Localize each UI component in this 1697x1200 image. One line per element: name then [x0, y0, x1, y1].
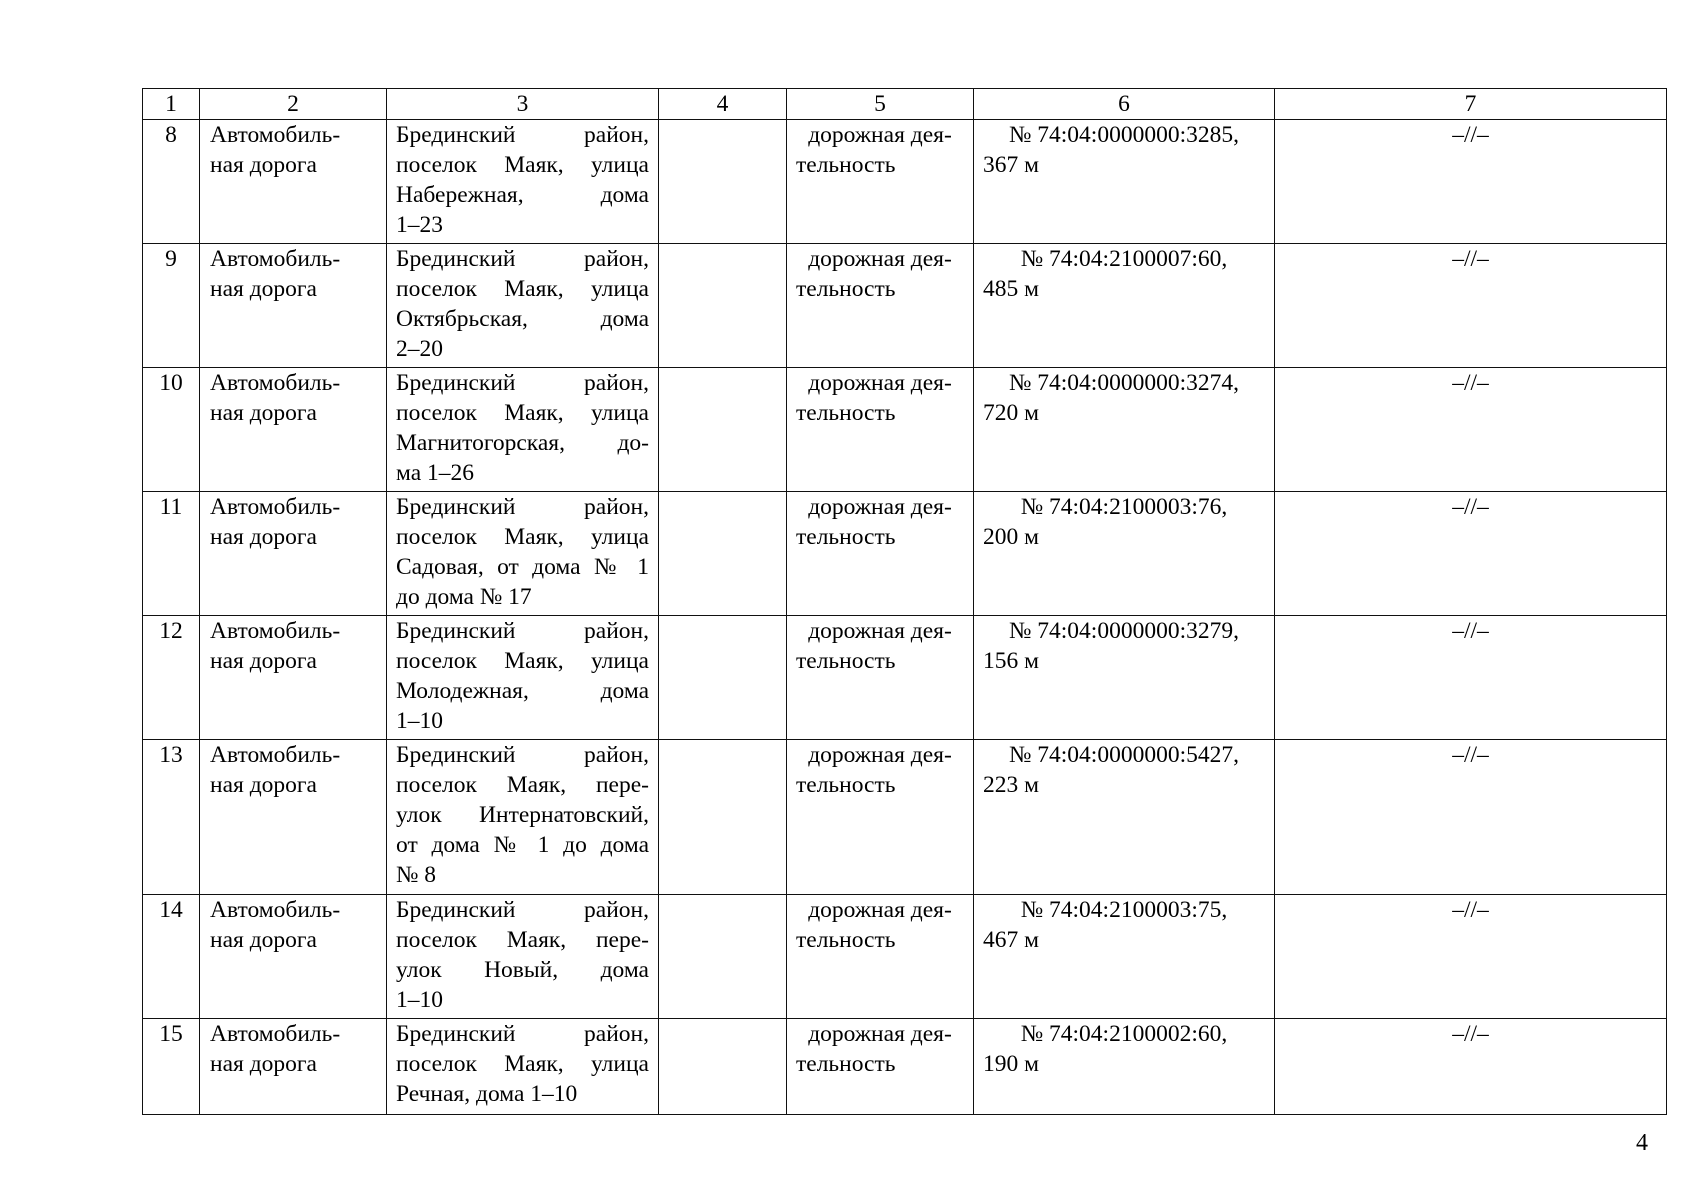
row-number-cell: 15 [143, 1019, 200, 1115]
object-name-cell-line: ная дорога [210, 276, 317, 302]
column-header-2: 2 [200, 89, 387, 120]
table-row [143, 244, 1667, 368]
object-name-cell-line: ная дорога [210, 524, 317, 550]
cadastral-number-cell-line: № 74:04:0000000:3285, [1008, 122, 1239, 148]
cadastral-number-cell-line: № 74:04:2100002:60, [1020, 1021, 1228, 1047]
address-cell-line: поселок Маяк, улица [396, 400, 649, 426]
address-cell-line: поселок Маяк, улица [396, 276, 649, 302]
cadastral-number-cell [974, 492, 1275, 616]
address-cell-line: поселок Маяк, улица [396, 152, 649, 178]
column-4-cell [659, 368, 787, 492]
table-row [143, 895, 1667, 1019]
activity-cell [787, 1019, 974, 1115]
activity-cell-line: тельность [796, 772, 896, 798]
table-row [143, 368, 1667, 492]
activity-cell-line: тельность [796, 152, 896, 178]
address-cell-line: улок Интернатовский, [396, 802, 649, 828]
address-cell-line: от дома № 1 до дома [396, 832, 649, 858]
address-cell-line: Брединский район, [396, 897, 649, 923]
cadastral-number-cell-line: 156 м [983, 648, 1039, 674]
row-number-cell: 10 [143, 368, 200, 492]
activity-cell [787, 895, 974, 1019]
cadastral-number-cell-line: 485 м [983, 276, 1039, 302]
cadastral-number-cell [974, 120, 1275, 244]
note-cell: –//– [1275, 740, 1667, 895]
address-cell-line: Брединский район, [396, 742, 649, 768]
column-header-4: 4 [659, 89, 787, 120]
table-row [143, 1019, 1667, 1115]
cadastral-number-cell-line: 367 м [983, 152, 1039, 178]
activity-cell [787, 616, 974, 740]
activity-cell-line: тельность [796, 927, 896, 953]
activity-cell [787, 740, 974, 895]
address-cell-line: поселок Маяк, улица [396, 1051, 649, 1077]
object-name-cell [200, 616, 387, 740]
cadastral-number-cell-line: № 74:04:2100003:76, [1020, 494, 1228, 520]
cadastral-number-cell-line: 223 м [983, 772, 1039, 798]
activity-cell-line: дорожная дея- [808, 742, 952, 768]
column-4-cell [659, 244, 787, 368]
activity-cell-line: тельность [796, 276, 896, 302]
object-name-cell [200, 368, 387, 492]
address-cell [387, 1019, 659, 1115]
object-name-cell [200, 492, 387, 616]
address-cell-line: Брединский район, [396, 122, 649, 148]
address-cell [387, 120, 659, 244]
table-row [143, 616, 1667, 740]
address-cell [387, 740, 659, 895]
row-number-cell: 8 [143, 120, 200, 244]
object-name-cell [200, 895, 387, 1019]
column-4-cell [659, 120, 787, 244]
object-name-cell-line: ная дорога [210, 1051, 317, 1077]
address-cell-line: 2–20 [396, 336, 443, 362]
table-row [143, 492, 1667, 616]
object-name-cell-line: Автомобиль- [210, 1021, 341, 1047]
address-cell [387, 368, 659, 492]
note-cell: –//– [1275, 120, 1667, 244]
cadastral-number-cell-line: № 74:04:2100007:60, [1020, 246, 1228, 272]
address-cell-line: № 8 [396, 862, 437, 888]
address-cell-line: Брединский район, [396, 1021, 649, 1047]
activity-cell-line: дорожная дея- [808, 897, 952, 923]
note-cell: –//– [1275, 616, 1667, 740]
activity-cell [787, 244, 974, 368]
column-header-1: 1 [143, 89, 200, 120]
address-cell-line: поселок Маяк, улица [396, 648, 649, 674]
table-row [143, 740, 1667, 895]
address-cell [387, 616, 659, 740]
address-cell-line: Октябрьская, дома [396, 306, 649, 332]
address-cell-line: Садовая, от дома № 1 [396, 554, 649, 580]
row-number-cell: 12 [143, 616, 200, 740]
column-4-cell [659, 1019, 787, 1115]
cadastral-number-cell [974, 368, 1275, 492]
object-name-cell-line: Автомобиль- [210, 618, 341, 644]
table-row [143, 120, 1667, 244]
address-cell-line: Магнитогорская, до- [396, 430, 649, 456]
object-name-cell [200, 740, 387, 895]
address-cell-line: поселок Маяк, пере- [396, 927, 649, 953]
column-header-3: 3 [387, 89, 659, 120]
activity-cell-line: дорожная дея- [808, 1021, 952, 1047]
note-cell: –//– [1275, 368, 1667, 492]
cadastral-number-cell-line: № 74:04:0000000:3274, [1008, 370, 1239, 396]
activity-cell-line: дорожная дея- [808, 618, 952, 644]
page-number: 4 [1636, 1130, 1648, 1156]
address-cell [387, 244, 659, 368]
cadastral-number-cell [974, 740, 1275, 895]
cadastral-number-cell [974, 1019, 1275, 1115]
activity-cell-line: дорожная дея- [808, 494, 952, 520]
object-name-cell [200, 120, 387, 244]
column-4-cell [659, 616, 787, 740]
address-cell-line: до дома № 17 [396, 584, 532, 610]
activity-cell-line: дорожная дея- [808, 370, 952, 396]
object-name-cell [200, 244, 387, 368]
object-name-cell-line: Автомобиль- [210, 897, 341, 923]
activity-cell-line: тельность [796, 524, 896, 550]
activity-cell-line: дорожная дея- [808, 246, 952, 272]
address-cell [387, 492, 659, 616]
address-cell-line: Молодежная, дома [396, 678, 649, 704]
activity-cell-line: тельность [796, 400, 896, 426]
cadastral-number-cell [974, 244, 1275, 368]
object-name-cell-line: ная дорога [210, 400, 317, 426]
column-header-5: 5 [787, 89, 974, 120]
address-cell-line: улок Новый, дома [396, 957, 649, 983]
column-header-7: 7 [1275, 89, 1667, 120]
address-cell-line: Брединский район, [396, 246, 649, 272]
object-name-cell-line: Автомобиль- [210, 370, 341, 396]
address-cell-line: Речная, дома 1–10 [396, 1081, 578, 1107]
address-cell-line: Набережная, дома [396, 182, 649, 208]
activity-cell-line: дорожная дея- [808, 122, 952, 148]
cadastral-number-cell [974, 616, 1275, 740]
object-name-cell-line: ная дорога [210, 927, 317, 953]
address-cell-line: поселок Маяк, улица [396, 524, 649, 550]
object-name-cell-line: Автомобиль- [210, 122, 341, 148]
cadastral-number-cell-line: № 74:04:0000000:3279, [1008, 618, 1239, 644]
activity-cell [787, 120, 974, 244]
address-cell-line: Брединский район, [396, 618, 649, 644]
address-cell-line: 1–10 [396, 987, 443, 1013]
column-4-cell [659, 492, 787, 616]
address-cell-line: поселок Маяк, пере- [396, 772, 649, 798]
column-header-6: 6 [974, 89, 1275, 120]
object-name-cell-line: ная дорога [210, 648, 317, 674]
column-4-cell [659, 740, 787, 895]
cadastral-number-cell-line: № 74:04:2100003:75, [1020, 897, 1228, 923]
cadastral-number-cell-line: 720 м [983, 400, 1039, 426]
object-name-cell-line: Автомобиль- [210, 246, 341, 272]
note-cell: –//– [1275, 1019, 1667, 1115]
cadastral-number-cell-line: № 74:04:0000000:5427, [1008, 742, 1239, 768]
row-number-cell: 14 [143, 895, 200, 1019]
note-cell: –//– [1275, 492, 1667, 616]
road-registry-table [142, 88, 1667, 1115]
cadastral-number-cell [974, 895, 1275, 1019]
activity-cell [787, 368, 974, 492]
object-name-cell-line: Автомобиль- [210, 742, 341, 768]
address-cell-line: Брединский район, [396, 494, 649, 520]
note-cell: –//– [1275, 895, 1667, 1019]
address-cell [387, 895, 659, 1019]
activity-cell [787, 492, 974, 616]
address-cell-line: 1–10 [396, 708, 443, 734]
address-cell-line: 1–23 [396, 212, 443, 238]
activity-cell-line: тельность [796, 648, 896, 674]
object-name-cell-line: ная дорога [210, 772, 317, 798]
header-row [143, 89, 1667, 120]
row-number-cell: 11 [143, 492, 200, 616]
object-name-cell-line: Автомобиль- [210, 494, 341, 520]
activity-cell-line: тельность [796, 1051, 896, 1077]
object-name-cell [200, 1019, 387, 1115]
cadastral-number-cell-line: 190 м [983, 1051, 1039, 1077]
column-4-cell [659, 895, 787, 1019]
cadastral-number-cell-line: 467 м [983, 927, 1039, 953]
address-cell-line: ма 1–26 [396, 460, 475, 486]
row-number-cell: 13 [143, 740, 200, 895]
row-number-cell: 9 [143, 244, 200, 368]
object-name-cell-line: ная дорога [210, 152, 317, 178]
note-cell: –//– [1275, 244, 1667, 368]
address-cell-line: Брединский район, [396, 370, 649, 396]
cadastral-number-cell-line: 200 м [983, 524, 1039, 550]
table-body [143, 120, 1667, 1115]
